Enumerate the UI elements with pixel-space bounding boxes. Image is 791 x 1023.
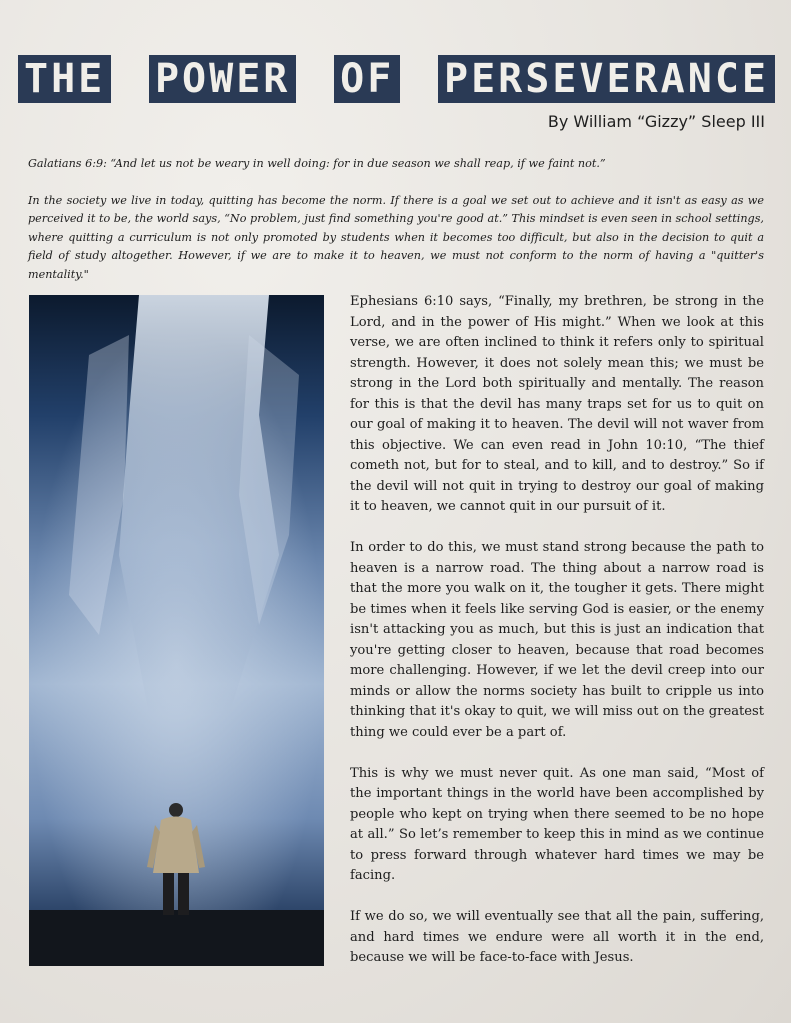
article-title bbox=[18, 55, 775, 103]
intro-paragraph: In the society we live in today, quitting has become the norm. If there is a goal we set out to achieve and it isn't as easy as we perceived it to be, the world says, “No problem, just find something you're good at.” This mindset is even seen in school settings, where quitting a curriculum is not only promoted by students when it becomes too difficult, but also in the decision to quit a field of study altogether. However, if we are to make it to heaven, we must not conform to the norm of having a "quitter's mentality." bbox=[28, 193, 764, 281]
waterfall-illustration bbox=[29, 295, 324, 966]
article-body bbox=[350, 292, 764, 989]
title-word-of: OF bbox=[334, 55, 400, 103]
body-paragraph-3: This is why we must never quit. As one man said, “Most of the important things in the world have been accomplished by people who kept on trying when there seemed to be no hope at all.” So let’s remember to keep this in mind as we continue to press forward through whatever hard times we may be facing. bbox=[350, 765, 764, 883]
scripture-quote: Galatians 6:9: “And let us not be weary in well doing: for in due season we shall reap, if we faint not.” bbox=[28, 157, 606, 170]
body-paragraph-1: Ephesians 6:10 says, “Finally, my brethren, be strong in the Lord, and in the power of His might.” When we look at this verse, we are often inclined to think it refers only to spiritual strength. However, it does not solely mean this; we must be strong in the Lord both spiritually and mentally. The reason for this is that the devil has many traps set for us to quit on our goal of making it to heaven. The devil will not waver from this objective. We can even read in John 10:10, “The thief cometh not, but for to steal, and to kill, and to destroy.” So if the devil will not quit in trying to destroy our goal of making it to heaven, we cannot quit in our pursuit of it. bbox=[350, 294, 764, 514]
body-paragraph-4: If we do so, we will eventually see that all the pain, suffering, and hard times we endure were all worth it in the end, because we will be face-to-face with Jesus. bbox=[350, 909, 764, 965]
body-paragraph-2: In order to do this, we must stand strong because the path to heaven is a narrow road. The thing about a narrow road is that the more you walk on it, the tougher it gets. There might be times when it feels like serving God is easier, or the enemy isn't attacking you as much, but this is just an indication that you're getting closer to heaven, because that road becomes more challenging. However, if we let the devil creep into our minds or allow the norms society has built to cripple us into thinking that it's okay to quit, we will miss out on the greatest thing we could ever be a part of. bbox=[350, 540, 764, 740]
waterfall-photo bbox=[29, 295, 324, 966]
intro-section bbox=[28, 155, 764, 302]
title-word-power: POWER bbox=[149, 55, 296, 103]
title-word-perseverance: PERSEVERANCE bbox=[438, 55, 775, 103]
author-byline: By William “Gizzy” Sleep III bbox=[547, 112, 765, 131]
title-word-the: THE bbox=[18, 55, 111, 103]
